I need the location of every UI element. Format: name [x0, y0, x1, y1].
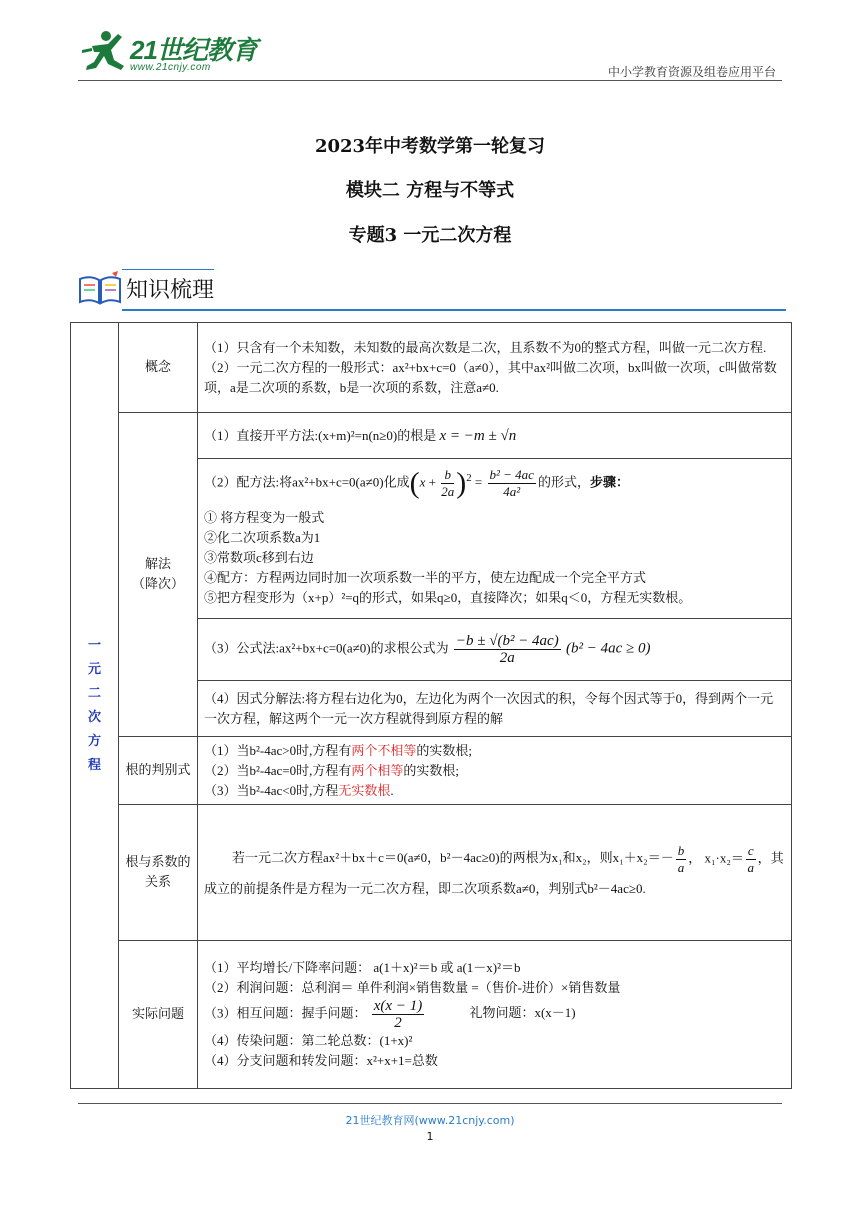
footer-divider [78, 1103, 782, 1104]
discriminant-content: （1）当b²-4ac>0时,方程有两个不相等的实数根; （2）当b²-4ac=0时,方程有两个相等的实数根; （3）当b²-4ac<0时,方程无实数根. [198, 737, 792, 805]
method-1: （1）直接开平方法:(x+m)²=n(n≥0)的根是 x = −m ± √n [198, 413, 792, 459]
topic-vertical-label: 一 元 二 次 方 程 [71, 323, 119, 1089]
section-title: 知识梳理 [126, 278, 215, 303]
applications-content: （1）平均增长/下降率问题： a(1＋x)²＝b 或 a(1－x)²＝b （2）利润问题：总利润＝ 单件利润×销售数量 =（售价-进价）×销售数量 （3）相互问题：握手问题： $\frac{x(x - 1)}{2}$ 礼物问题：x(x－1) （4）传染问题：第二轮总数：(1+x)² （4）分支问题和转发问题：x²+x+1=总数 [198, 941, 792, 1089]
discriminant-label: 根的判别式 [119, 737, 198, 805]
method-label: 解法 （降次） [119, 413, 198, 737]
knowledge-table [70, 322, 792, 1089]
vieta-label: 根与系数的关系 [119, 805, 198, 941]
open-book-icon [78, 271, 122, 305]
method-4: （4）因式分解法:将方程右边化为0，左边化为两个一次因式的积，令每个因式等于0，得到两个一元一次方程，解这两个一元一次方程就得到原方程的解 [198, 681, 792, 737]
method-2-steps: ① 将方程变为一般式 ②化二次项系数a为1 ③常数项c移到右边 ④配方：方程两边同时加一次项系数一半的平方，使左边配成一个完全平方式 ⑤把方程变形为（x+p）²=q的形式，如果q≥0，直接降次；如果q＜0，方程无实数根。 [204, 510, 692, 605]
method-2: （2）配方法:将ax²+bx+c=0(a≠0)化成(x + $\frac{b}{2a}$ )$^2$ = $\frac{\text{b² − 4ac}}{\text{4a²}}$ 的形式，步骤： ① 将方程变为一般式 ②化二次项系数a为1 ③常数项c移到右边 ④配方：方程两边同时加一次项系数一半的平方，使左边配成一个完全平方式 ⑤把方程变形为（x+p）²=q的形式，如果q≥0，直接降次；如果q＜0，方程无实数根。 [198, 459, 792, 619]
main-title: 2023年中考数学第一轮复习 [314, 136, 546, 157]
logo-text: 21世纪教育 [130, 35, 257, 65]
concept-label: 概念 [119, 323, 198, 413]
footer-link[interactable]: 21世纪教育网(www.21cnjy.com) [345, 1114, 515, 1127]
module-title: 模块二 方程与不等式 [345, 180, 515, 201]
vieta-content: 若一元二次方程ax²＋bx＋c＝0(a≠0，b²－4ac≥0)的两根为x₁和x₂，则x₁＋x₂＝－ $\frac{b}{a}$ ， x₁·x₂＝ $\frac{c}{a}$ ，其成立的前提条件是方程为一元二次方程，即二次项系数a≠0，判别式b²－4ac≥0. [198, 805, 792, 941]
applications-label: 实际问题 [119, 941, 198, 1089]
method-3: （3）公式法:ax²+bx+c=0(a≠0)的求根公式为 $\frac{\text{−b ± √(b² − 4ac)}}{2a}$ (b² − 4ac ≥ 0) [198, 619, 792, 681]
concept-content: （1）只含有一个未知数，未知数的最高次数是二次，且系数不为0的整式方程，叫做一元二次方程. （2）一元二次方程的一般形式：ax²+bx+c=0（a≠0），其中ax²叫做二次项，bx叫做一次项，c叫做常数项，a是二次项的系数，b是一次项的系数，注意a≠0. [198, 323, 792, 413]
header-divider [78, 80, 782, 81]
topic-title: 专题3 一元二次方程 [348, 225, 512, 246]
page-number: 1 [426, 1130, 434, 1143]
running-man-icon [78, 28, 128, 74]
header-slogan: 中小学教育资源及组卷应用平台 [607, 65, 776, 79]
section-header [74, 265, 786, 313]
site-logo [78, 28, 258, 80]
logo-url: www.21cnjy.com [130, 62, 211, 73]
